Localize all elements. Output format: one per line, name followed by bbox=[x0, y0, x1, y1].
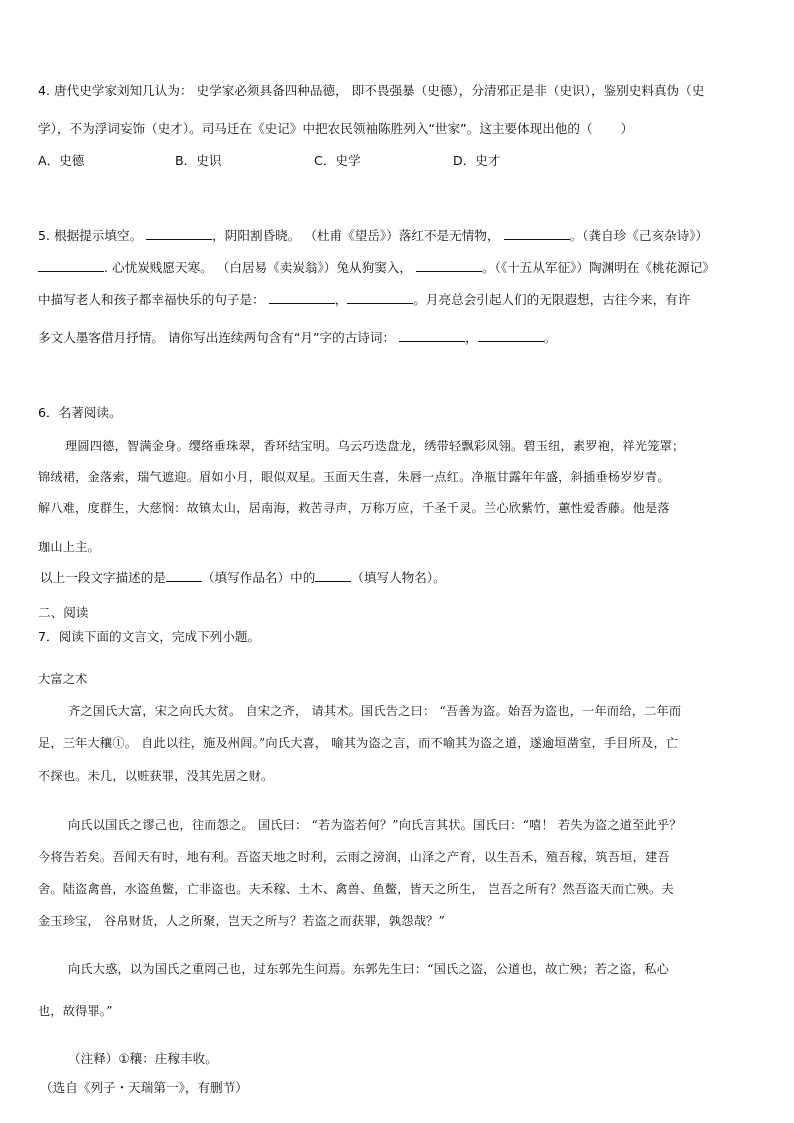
q6-blank-character[interactable] bbox=[315, 569, 351, 582]
q5-blank-5[interactable] bbox=[269, 291, 335, 304]
q6-question bbox=[40, 569, 446, 587]
q7-para1-line-3: 不探也。未几，以赃获罪，没其先居之财。 bbox=[38, 769, 274, 783]
q6-title: 6．名著阅读。 bbox=[38, 405, 122, 420]
q7-para1-line-1: 齐之国氏大富，宋之向氏大贫。 自宋之齐， 请其术。国氏告之曰： “吾善为盗。始吾为盗也，一年而给，二年而 bbox=[68, 704, 682, 718]
q5-blank-2[interactable] bbox=[504, 227, 570, 240]
q5-text-5: 中描写老人和孩子都幸福快乐的句子是： bbox=[38, 292, 265, 307]
q7-source: （选自《列子・天瑞第一》，有删节） bbox=[40, 1080, 248, 1095]
q7-para2-line-4: 金玉珍宝， 谷帛财货，人之所聚，岂天之所与？若盗之而获罪，孰怨哉？” bbox=[38, 914, 445, 928]
q5-text-6: ， bbox=[334, 292, 348, 307]
q4-stem-close: ） bbox=[620, 121, 634, 136]
q5-line-4 bbox=[38, 329, 556, 347]
q5-title: 5. 根据提示填空。 bbox=[38, 228, 143, 243]
q5-text-4: 。（《十五从军征》）陶渊明在《桃花源记》 bbox=[481, 260, 715, 275]
q5-text-7: 。月亮总会引起人们的无限遐想，古往今来，有许 bbox=[413, 292, 691, 307]
q6-passage-line-1: 理圆四德，智满金身。缨络垂珠翠，香环结宝明。乌云巧迭盘龙，绣带轻飘彩凤翎。碧玉纽，素罗袍，祥光笼罩； bbox=[65, 439, 685, 453]
q4-stem-line-2 bbox=[38, 120, 633, 138]
q6-question-text-3: （填写人物名）。 bbox=[351, 570, 446, 585]
q7-para2-line-2: 今将告若矣。吾闻天有时，地有利。吾盗天地之时利，云雨之滂润，山泽之产育，以生吾禾，殖吾稼，筑吾垣，建吾 bbox=[38, 850, 670, 864]
q4-option-b[interactable]: B．史识 bbox=[175, 153, 222, 168]
q5-text-1: ，阴阳割昏晓。 （杜甫《望岳》）落红不是无情物， bbox=[212, 228, 500, 243]
q4-options bbox=[38, 152, 500, 170]
q7-para3-line-1: 向氏大惑，以为国氏之重罔己也，过东郭先生问焉。东郭先生曰：“国氏之盗，公道也，故亡殃；若之盗，私心 bbox=[68, 962, 670, 976]
q5-text-9: ， bbox=[465, 330, 478, 345]
q6-passage-line-2: 锦绒裙，金落索，瑞气遮迎。眉如小月，眼似双星。玉面天生喜，朱唇一点红。净瓶甘露年年盛，斜插垂杨岁岁青。 bbox=[38, 470, 670, 484]
q4-stem-line-1: 4. 唐代史学家刘知几认为： 史学家必须具备四种品德， 即不畏强暴（史德），分清邪正是非（史识），鉴别史料真伪（史 bbox=[38, 83, 705, 98]
q5-line-2 bbox=[38, 259, 715, 277]
q4-option-d[interactable]: D．史才 bbox=[453, 153, 501, 168]
q5-text-8: 多文人墨客借月抒情。 请你写出连续两句含有“月”字的古诗词： bbox=[38, 330, 396, 345]
q6-blank-work[interactable] bbox=[166, 569, 202, 582]
q5-text-10: 。 bbox=[543, 330, 557, 345]
q7-passage-title: 大富之术 bbox=[38, 672, 88, 686]
q7-para2-line-3: 舍。陆盗禽兽，水盗鱼鳖，亡非盗也。夫禾稼、土木、禽兽、鱼鳖，皆天之所生， 岂吾之所有？然吾盗天而亡殃。夫 bbox=[38, 882, 674, 896]
q6-question-text-2: （填写作品名）中的 bbox=[201, 570, 316, 585]
q5-blank-3[interactable] bbox=[38, 259, 104, 272]
q5-line-1 bbox=[38, 227, 708, 245]
q7-note: （注释）①穰：庄稼丰收。 bbox=[68, 1051, 218, 1066]
q5-blank-1[interactable] bbox=[146, 227, 212, 240]
q5-blank-6[interactable] bbox=[347, 291, 413, 304]
q5-blank-7[interactable] bbox=[399, 329, 465, 342]
q4-option-c[interactable]: C．史学 bbox=[314, 153, 361, 168]
q7-para2-line-1: 向氏以国氏之谬己也，往而怨之。 国氏曰： “若为盗若何？”向氏言其状。国氏曰：“嘻！ 若失为盗之道至此乎？ bbox=[68, 818, 682, 832]
q5-text-3: . 心忧炭贱愿天寒。 （白居易《卖炭翁》）兔从狗窦入， bbox=[104, 260, 412, 275]
q7-para1-line-2: 足，三年大穰①。 自此以往，施及州闾。”向氏大喜， 喻其为盗之言，而不喻其为盗之道，遂逾垣凿室，手目所及，亡 bbox=[38, 736, 679, 750]
q5-blank-8[interactable] bbox=[478, 329, 544, 342]
q5-blank-4[interactable] bbox=[416, 259, 482, 272]
section-heading: 二、阅读 bbox=[38, 605, 89, 620]
q5-text-2: 。（龚自珍《己亥杂诗》） bbox=[569, 228, 709, 243]
q7-para3-line-2: 也，故得罪。” bbox=[38, 1004, 113, 1018]
q6-passage-line-3: 解八难，度群生，大慈悯：故镇太山，居南海，救苦寻声，万称万应，千圣千灵。兰心欣紫竹，蕙性爱香藤。他是落 bbox=[38, 501, 670, 515]
q6-passage-line-4: 珈山上主。 bbox=[38, 540, 100, 554]
q4-stem-text: 学），不为浮词妄饰（史才）。司马迁在《史记》中把农民领袖陈胜列入“世家”。这主要体现出他的（ bbox=[38, 121, 593, 136]
q4-option-a[interactable]: A．史德 bbox=[38, 153, 85, 168]
q6-question-text-1: 以上一段文字描述的是 bbox=[40, 570, 166, 585]
q7-title: 7．阅读下面的文言文，完成下列小题。 bbox=[38, 629, 261, 644]
q5-line-3 bbox=[38, 291, 690, 309]
